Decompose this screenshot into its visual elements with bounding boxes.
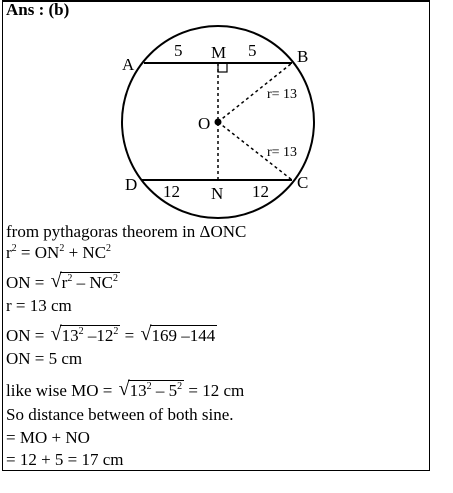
sol5-e2: 2 bbox=[113, 326, 119, 337]
circle-diagram bbox=[0, 0, 453, 230]
right-angle-mark bbox=[218, 63, 227, 72]
solution-line-10: = 12 + 5 = 17 cm bbox=[6, 450, 124, 469]
sol3-exp: 2 bbox=[67, 273, 73, 284]
label-a: A bbox=[122, 55, 135, 74]
label-c: C bbox=[297, 173, 309, 192]
sol3-r: r bbox=[61, 273, 68, 292]
label-mb: 5 bbox=[248, 41, 257, 60]
label-b: B bbox=[297, 47, 309, 66]
label-r-oc: r= 13 bbox=[267, 145, 298, 160]
solution-line-6: ON = 5 cm bbox=[6, 349, 83, 368]
sol7-lhs: like wise MO = bbox=[6, 381, 117, 400]
label-m: M bbox=[211, 43, 227, 62]
sol7-m1: – 5 bbox=[151, 381, 178, 400]
sol7-rest: = 12 cm bbox=[184, 381, 245, 400]
solution-line-1: from pythagoras theorem in ΔONC bbox=[6, 222, 247, 241]
solution-line-9: = MO + NO bbox=[6, 428, 90, 447]
label-am: 5 bbox=[174, 41, 183, 60]
sqrt-symbol: √ $13^2 - 5^2$ bbox=[118, 378, 183, 400]
solution-line-5 bbox=[6, 323, 217, 346]
sol2-mid: = ON bbox=[16, 243, 60, 262]
sol5-e1: 2 bbox=[78, 326, 84, 337]
solution-line-3 bbox=[6, 270, 120, 293]
solution-line-2 bbox=[6, 243, 111, 263]
sol2-exp3: 2 bbox=[106, 243, 112, 254]
label-dn: 12 bbox=[163, 182, 180, 201]
sol2-exp: 2 bbox=[11, 243, 17, 254]
sol7-e1: 2 bbox=[146, 381, 152, 392]
solution-line-8: So distance between of both sine. bbox=[6, 405, 234, 424]
sol2-mid2: + NC bbox=[64, 243, 107, 262]
sol5-eq: = bbox=[120, 326, 139, 345]
sol5-m1: –12 bbox=[83, 326, 114, 345]
sqrt-symbol: √ $r^2 - NC^2$ bbox=[50, 270, 118, 292]
label-r-ob: r= 13 bbox=[267, 87, 298, 102]
label-d: D bbox=[125, 175, 138, 194]
sol3-lhs: ON = bbox=[6, 273, 49, 292]
sqrt-symbol: √ 169 –144 bbox=[140, 323, 216, 345]
sol5-lhs: ON = bbox=[6, 326, 49, 345]
label-o: O bbox=[198, 114, 211, 133]
sol5-b1: 13 bbox=[61, 326, 79, 345]
solution-line-7 bbox=[6, 378, 245, 401]
center-point bbox=[215, 119, 222, 126]
sol3-rest: – NC bbox=[72, 273, 113, 292]
solution-line-4: r = 13 cm bbox=[6, 296, 72, 315]
sol2-r: r bbox=[6, 243, 12, 262]
sol7-e2: 2 bbox=[177, 381, 183, 392]
sol3-exp2: 2 bbox=[112, 273, 118, 284]
sol7-b1: 13 bbox=[129, 381, 147, 400]
label-nc: 12 bbox=[252, 182, 269, 201]
answer-label: Ans : (b) bbox=[6, 0, 70, 19]
sol5-r2: 169 –144 bbox=[151, 326, 216, 345]
sol2-exp2: 2 bbox=[59, 243, 65, 254]
sqrt-symbol: √ $13^2$ $-12^2$ bbox=[50, 323, 119, 345]
label-n: N bbox=[211, 184, 224, 203]
